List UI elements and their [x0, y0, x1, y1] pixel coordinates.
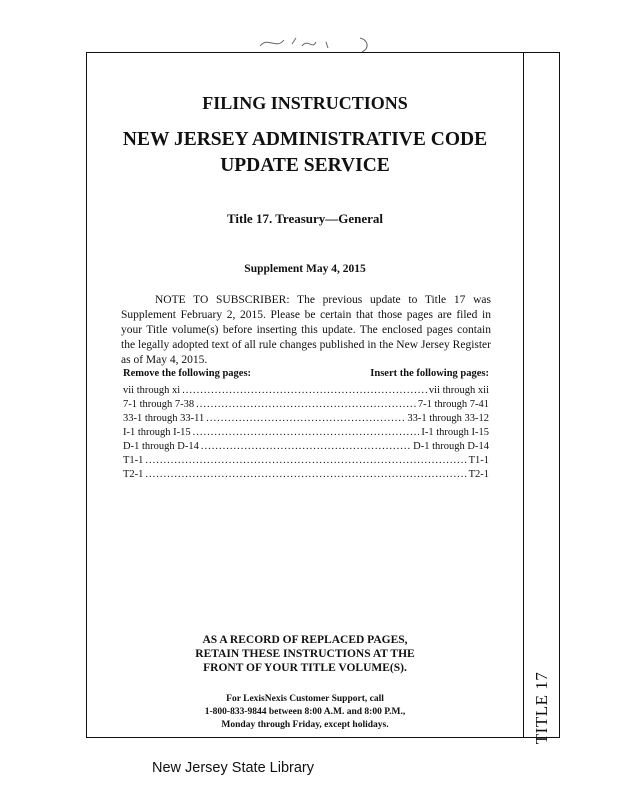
remove-pages: T2-1	[123, 469, 144, 480]
pages-header	[123, 368, 489, 379]
title-subject: Title 17. Treasury—General	[226, 211, 384, 226]
insert-pages: 7-1 through 7-41	[417, 399, 489, 410]
support-line: 1-800-833-9844 between 8:00 A.M. and 8:00 P.M.,	[204, 707, 406, 717]
page-row	[123, 398, 489, 412]
dot-leader	[206, 412, 405, 426]
dot-leader	[193, 426, 420, 440]
insert-pages: vii through xii	[428, 385, 489, 396]
tab-title-label: TITLE 17	[532, 671, 551, 745]
page-row	[123, 426, 489, 440]
dot-leader	[196, 398, 416, 412]
page-row	[123, 454, 489, 468]
insert-pages: I-1 through I-15	[421, 427, 489, 438]
dot-leader	[145, 468, 466, 482]
page-row	[123, 412, 489, 426]
page-row	[123, 468, 489, 482]
filing-instructions-sheet	[86, 52, 560, 745]
remove-pages: 33-1 through 33-11	[123, 413, 205, 424]
insert-pages: D-1 through D-14	[413, 441, 489, 452]
code-heading-line2: UPDATE SERVICE	[220, 155, 390, 176]
dot-leader	[145, 454, 466, 468]
tab-divider	[523, 53, 524, 737]
record-line: FRONT OF YOUR TITLE VOLUME(S).	[203, 662, 407, 674]
main-panel	[87, 53, 523, 737]
subscriber-note: NOTE TO SUBSCRIBER: The previous update to Title 17 was Supplement February 2, 2015. Please be certain that those pages are filed in your Title volume(s) before inserting this update. The enclosed pages contain the legally adopted text of all rule changes published in the New Jersey Register as of May 4, 2015.	[121, 294, 491, 366]
page-replacement-list	[123, 384, 489, 482]
dot-leader	[201, 440, 411, 454]
insert-pages: T2-1	[468, 469, 489, 480]
remove-pages: D-1 through D-14	[123, 441, 199, 452]
insert-pages: 33-1 through 33-12	[407, 413, 489, 424]
record-line: RETAIN THESE INSTRUCTIONS AT THE	[195, 648, 415, 660]
record-line: AS A RECORD OF REPLACED PAGES,	[202, 634, 408, 646]
insert-pages: T1-1	[468, 455, 489, 466]
support-line: For LexisNexis Customer Support, call	[226, 694, 384, 704]
remove-pages: T1-1	[123, 455, 144, 466]
remove-pages-heading: Remove the following pages:	[123, 368, 252, 379]
library-stamp: New Jersey State Library	[152, 760, 314, 776]
filing-instructions-title: FILING INSTRUCTIONS	[202, 93, 408, 113]
supplement-date: Supplement May 4, 2015	[244, 263, 366, 275]
page-row	[123, 440, 489, 454]
support-line: Monday through Friday, except holidays.	[221, 720, 389, 730]
remove-pages: 7-1 through 7-38	[123, 399, 195, 410]
insert-pages-heading: Insert the following pages:	[370, 368, 489, 379]
customer-support-info	[87, 693, 523, 732]
remove-pages: vii through xi	[123, 385, 181, 396]
code-heading	[87, 127, 523, 179]
remove-pages: I-1 through I-15	[123, 427, 191, 438]
dot-leader	[182, 384, 427, 398]
page-row	[123, 384, 489, 398]
code-heading-line1: NEW JERSEY ADMINISTRATIVE CODE	[122, 129, 488, 150]
record-instructions	[87, 633, 523, 675]
